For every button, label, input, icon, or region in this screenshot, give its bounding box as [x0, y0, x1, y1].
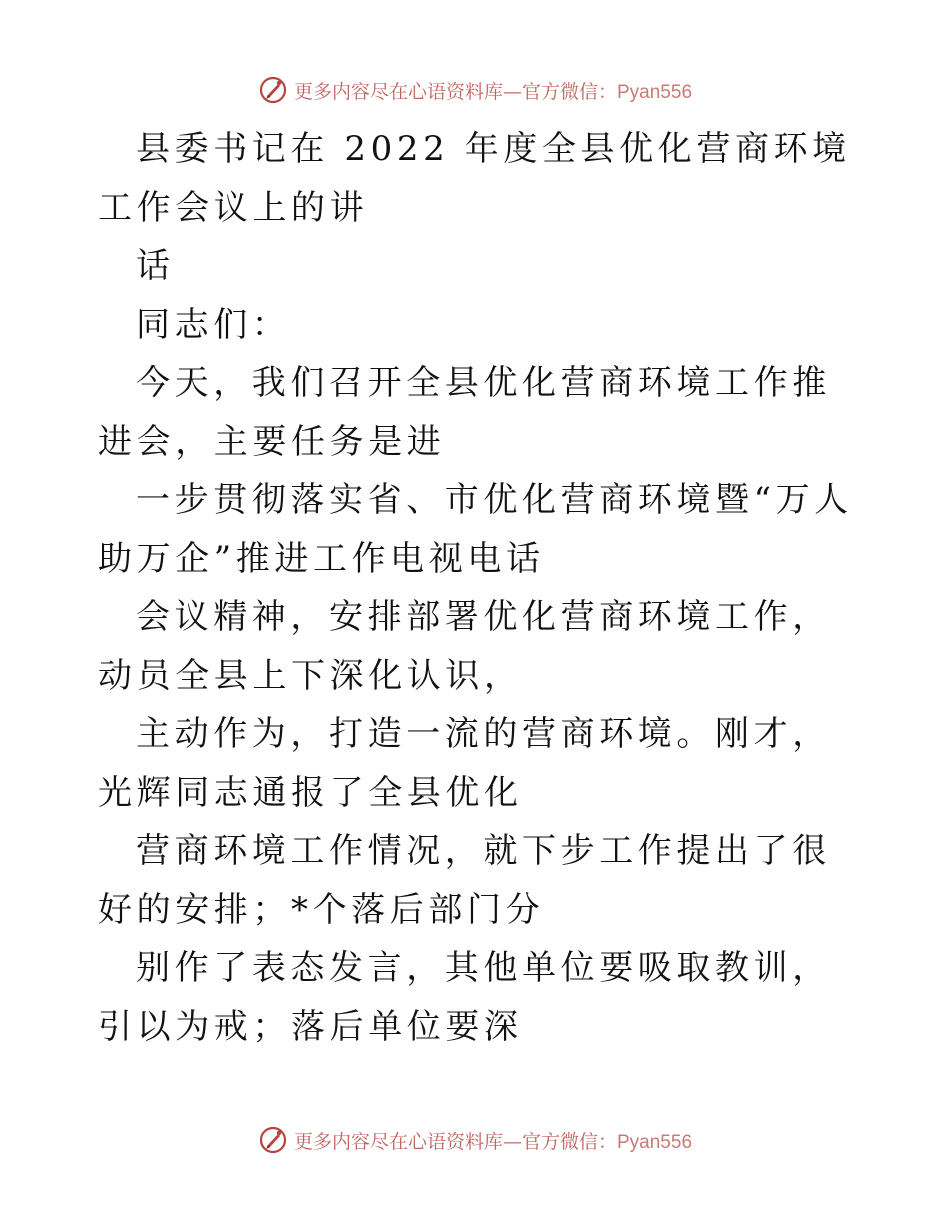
salutation: 同志们： [136, 304, 291, 345]
watermark-contact: 官方微信： [521, 1130, 617, 1153]
paragraph: 会议精神，安排部署优化营商环境工作，动员全县上下深化认识， [98, 597, 831, 696]
watermark-separator: — [502, 80, 522, 103]
watermark-separator: — [502, 1130, 522, 1153]
quill-logo-icon [258, 75, 288, 105]
paragraph: 营商环境工作情况，就下步工作提出了很好的安排；*个落后部门分 [98, 831, 831, 930]
document-body [98, 120, 858, 1056]
watermark-contact: 官方微信： [521, 80, 617, 103]
quill-logo-icon [258, 1125, 288, 1155]
watermark-text [294, 77, 692, 104]
paragraph: 一步贯彻落实省、市优化营商环境暨“万人助万企”推进工作电视电话 [98, 480, 853, 579]
watermark-wechat-id: Pyan556 [617, 81, 693, 103]
document-title-line: 县委书记在 2022 年度全县优化营商环境工作会议上的讲 [98, 129, 851, 228]
paragraph: 今天，我们召开全县优化营商环境工作推进会，主要任务是进 [98, 363, 831, 462]
header-watermark [0, 72, 950, 108]
watermark-wechat-id: Pyan556 [617, 1131, 693, 1153]
paragraph: 主动作为，打造一流的营商环境。刚才，光辉同志通报了全县优化 [98, 714, 831, 813]
watermark-main: 更多内容尽在心语资料库 [293, 80, 503, 103]
paragraph: 别作了表态发言，其他单位要吸取教训，引以为戒；落后单位要深 [98, 948, 831, 1047]
document-title-continuation: 话 [136, 246, 175, 286]
watermark-text [294, 1127, 692, 1154]
watermark-main: 更多内容尽在心语资料库 [293, 1130, 503, 1153]
footer-watermark [0, 1122, 950, 1158]
